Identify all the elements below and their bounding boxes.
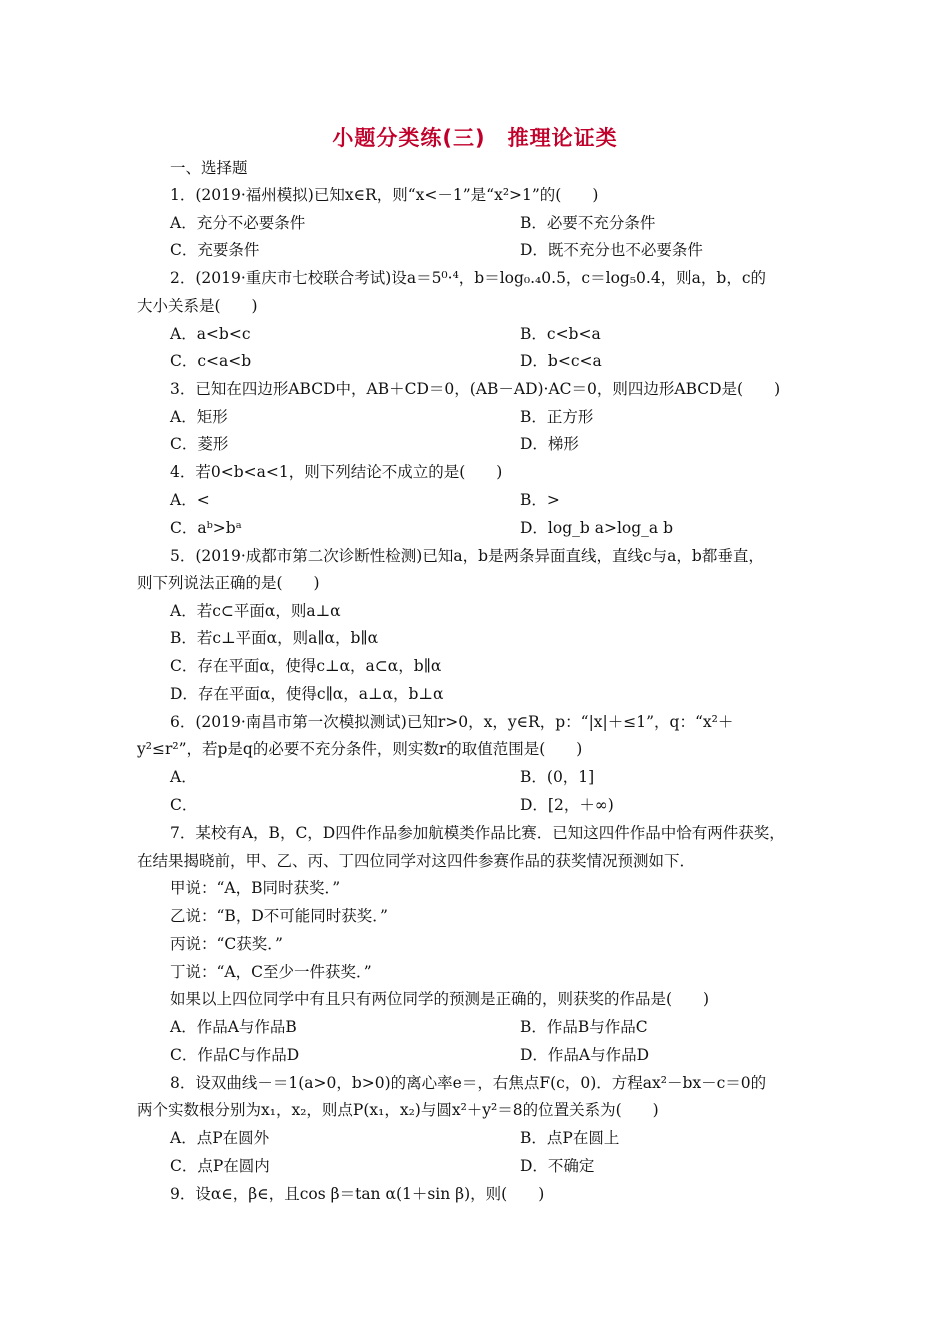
question-6-stem-cont: y²≤r²”，若p是q的必要不充分条件，则实数r的取值范围是( ) xyxy=(137,740,583,758)
question-7-statement-jia: 甲说：“A，B同时获奖．” xyxy=(170,879,341,897)
question-8-option-c: C．点P在圆内 xyxy=(170,1157,270,1175)
question-7-statement-yi: 乙说：“B，D不可能同时获奖．” xyxy=(170,907,388,925)
question-3-stem: 3．已知在四边形ABCD中，AB＋CD＝0，(AB－AD)·AC＝0，则四边形ABCD是( ) xyxy=(170,380,781,398)
question-2-option-d: D．b<c<a xyxy=(520,352,602,370)
question-7-stem: 7．某校有A，B，C，D四件作品参加航模类作品比赛．已知这四件作品中恰有两件获奖， xyxy=(170,824,785,842)
question-7-statement-bing: 丙说：“C获奖．” xyxy=(170,935,283,953)
question-3-option-b: B．正方形 xyxy=(520,408,594,426)
question-8-option-a: A．点P在圆外 xyxy=(170,1129,270,1147)
page-title: 小题分类练(三) 推理论证类 xyxy=(332,126,618,150)
question-7-option-d: D．作品A与作品D xyxy=(520,1046,650,1064)
question-6-option-b: B．(0，1] xyxy=(520,768,595,786)
question-6-stem: 6．(2019·南昌市第一次模拟测试)已知r>0，x，y∈R，p：“|x|＋≤1”，q：“x²＋ xyxy=(170,713,734,731)
question-2-option-b: B．c<b<a xyxy=(520,325,601,343)
question-1-option-d: D．既不充分也不必要条件 xyxy=(520,241,703,259)
section-heading: 一、选择题 xyxy=(170,159,248,177)
question-8-stem-cont: 两个实数根分别为x₁，x₂，则点P(x₁，x₂)与圆x²＋y²＝8的位置关系为( ) xyxy=(137,1101,659,1119)
question-8-stem: 8．设双曲线－＝1(a>0，b>0)的离心率e＝，右焦点F(c，0)．方程ax²－bx－c＝0的 xyxy=(170,1074,767,1092)
question-6-option-c: C． xyxy=(170,796,198,814)
question-9-stem: 9．设α∈，β∈，且cos β＝tan α(1＋sin β)，则( ) xyxy=(170,1185,545,1203)
question-7-option-b: B．作品B与作品C xyxy=(520,1018,648,1036)
question-7-stem-cont: 在结果揭晓前，甲、乙、丙、丁四位同学对这四件参赛作品的获奖情况预测如下． xyxy=(137,852,696,870)
question-8-option-d: D．不确定 xyxy=(520,1157,595,1175)
question-5-option-b: B．若c⊥平面α，则a∥α，b∥α xyxy=(170,629,379,647)
question-2-option-a: A．a<b<c xyxy=(170,325,251,343)
question-5-stem: 5．(2019·成都市第二次诊断性检测)已知a，b是两条异面直线，直线c与a，b都垂直， xyxy=(170,547,764,565)
question-6-option-a: A． xyxy=(170,768,197,786)
question-4-option-a: A．< xyxy=(170,491,210,509)
question-3-option-d: D．梯形 xyxy=(520,435,579,453)
question-5-stem-cont: 则下列说法正确的是( ) xyxy=(137,574,320,592)
question-4-option-b: B．> xyxy=(520,491,560,509)
question-5-option-a: A．若c⊂平面α，则a⊥α xyxy=(170,602,341,620)
question-7-option-a: A．作品A与作品B xyxy=(170,1018,297,1036)
question-3-option-c: C．菱形 xyxy=(170,435,229,453)
question-7-option-c: C．作品C与作品D xyxy=(170,1046,300,1064)
question-2-stem-cont: 大小关系是( ) xyxy=(137,297,258,315)
question-4-option-c: C．aᵇ>bᵃ xyxy=(170,519,242,537)
question-7-statement-ding: 丁说：“A，C至少一件获奖．” xyxy=(170,963,372,981)
question-8-option-b: B．点P在圆上 xyxy=(520,1129,620,1147)
question-1-option-a: A．充分不必要条件 xyxy=(170,214,306,232)
question-5-option-c: C．存在平面α，使得c⊥α，a⊂α，b∥α xyxy=(170,657,442,675)
question-1-option-b: B．必要不充分条件 xyxy=(520,214,656,232)
question-4-stem: 4．若0<b<a<1，则下列结论不成立的是( ) xyxy=(170,463,503,481)
question-5-option-d: D．存在平面α，使得c∥α，a⊥α，b⊥α xyxy=(170,685,444,703)
question-3-option-a: A．矩形 xyxy=(170,408,228,426)
question-4-option-d: D．log_b a>log_a b xyxy=(520,519,674,537)
question-6-option-d: D．[2，＋∞) xyxy=(520,796,614,814)
question-1-stem: 1．(2019·福州模拟)已知x∈R，则“x<－1”是“x²>1”的( ) xyxy=(170,186,599,204)
question-1-option-c: C．充要条件 xyxy=(170,241,260,259)
question-7-stem-question: 如果以上四位同学中有且只有两位同学的预测是正确的，则获奖的作品是( ) xyxy=(170,990,710,1008)
question-2-stem: 2．(2019·重庆市七校联合考试)设a＝5⁰·⁴，b＝log₀.₄0.5，c＝log₅0.4，则a，b，c的 xyxy=(170,269,767,287)
question-2-option-c: C．c<a<b xyxy=(170,352,252,370)
